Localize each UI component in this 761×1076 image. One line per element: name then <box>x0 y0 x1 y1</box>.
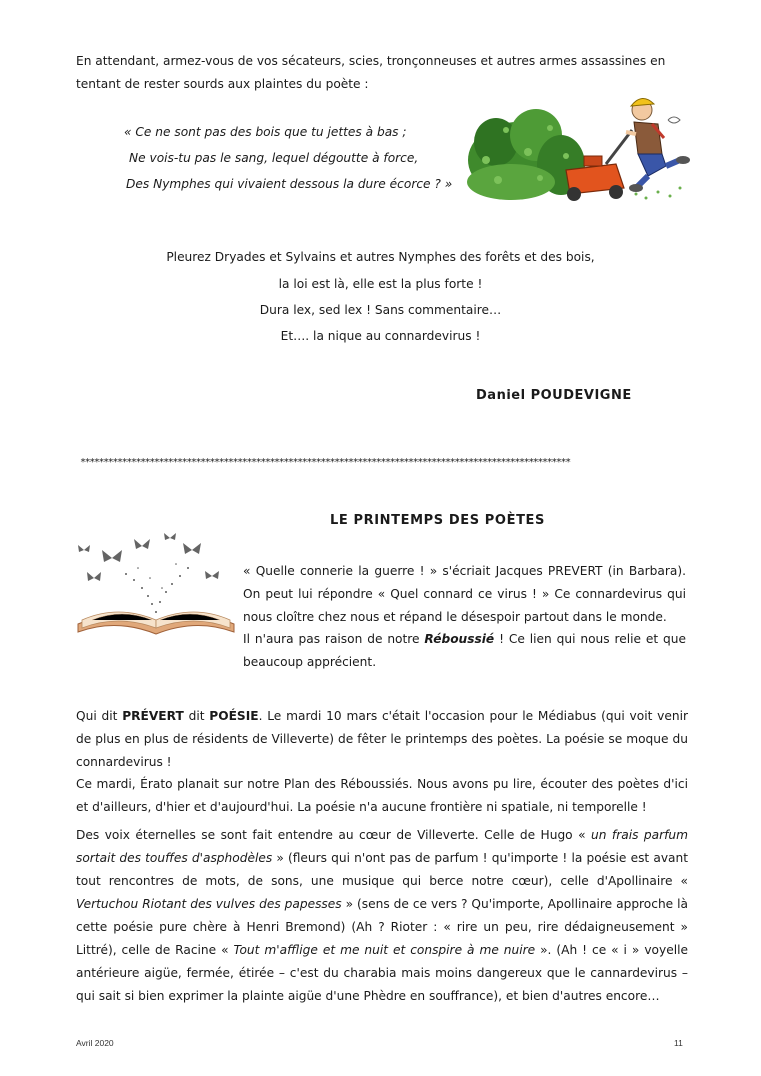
poesie-paragraph: Qui dit PRÉVERT dit POÉSIE. Le mardi 10 mars c'était l'occasion pour le Médiabus (qui voit venir de plus en plus de résidents de Villeverte) de fêter le printemps des poètes. La poésie se moque du connardevirus ! <box>76 709 689 769</box>
star-separator: ********************************************************************************************************** <box>80 457 570 468</box>
footer-date: Avril 2020 <box>76 1038 114 1048</box>
lament-line-4: Et…. la nique au connardevirus ! <box>280 329 481 343</box>
quote-line-3: Des Nymphes qui vivaient dessous la dure écorce ? » <box>126 177 453 191</box>
author-signature: Daniel POUDEVIGNE <box>476 388 632 403</box>
page-number: 11 <box>674 1038 683 1048</box>
lament-line-2: la loi est là, elle est la plus forte ! <box>278 277 483 291</box>
lament-line-3: Dura lex, sed lex ! Sans commentaire… <box>259 303 502 317</box>
prevert-paragraph: « Quelle connerie la guerre ! » s'écriait Jacques PREVERT (in Barbara). On peut lui répondre « Quel connard ce virus ! » Ce connardevirus qui nous cloître chez nous et répand le désespoir partout dans le monde. <box>243 564 686 624</box>
quote-line-1: « Ce ne sont pas des bois que tu jettes à bas ; <box>124 125 407 139</box>
book-butterflies-illustration <box>72 528 240 648</box>
reboussie-paragraph: Il n'aura pas raison de notre Réboussié ! Ce lien qui nous relie et que beaucoup apprécient. <box>243 632 687 669</box>
lament-line-1: Pleurez Dryades et Sylvains et autres Nymphes des forêts et des bois, <box>166 250 595 264</box>
voices-paragraph: Des voix éternelles se sont fait entendre au cœur de Villeverte. Celle de Hugo « un frais parfum sortait des touffes d'asphodèles » (fleurs qui n'ont pas de parfum ! qu'importe ! la poésie est avant tout rencontres de mots, de sons, une musique qui berce notre cœur), celle d'Apollinaire « Vertuchou Riotant des vulves des papesses » (sens de ce vers ? Qu'importe, Apollinaire approche là cette poésie pure chère à Henri Bremond) (Ah ? Rioter : « rire un peu, rire dédaigneusement » Littré), celle de Racine « Tout m'afflige et me nuit et conspire à me nuire ». (Ah ! ce « i » voyelle antérieure aigüe, fermée, étirée – c'est du charabia mais moins dangereux que le cannardevirus – qui sait si bien exprimer la plainte aigüe d'une Phèdre en souffrance), et bien d'autres encore… <box>76 828 689 1003</box>
section-title: LE PRINTEMPS DES POÈTES <box>330 513 545 528</box>
quote-line-2: Ne vois-tu pas le sang, lequel dégoutte à force, <box>129 151 419 165</box>
erato-paragraph: Ce mardi, Érato planait sur notre Plan des Réboussiés. Nous avons pu lire, écouter des poètes d'ici et d'ailleurs, d'hier et d'aujourd'hui. La poésie n'a aucune frontière ni spatiale, ni temporelle ! <box>76 777 688 814</box>
lawnmower-illustration <box>466 90 696 204</box>
intro-paragraph: En attendant, armez-vous de vos sécateurs, scies, tronçonneuses et autres armes assassines en tentant de rester sourds aux plaintes du poète : <box>76 54 666 91</box>
